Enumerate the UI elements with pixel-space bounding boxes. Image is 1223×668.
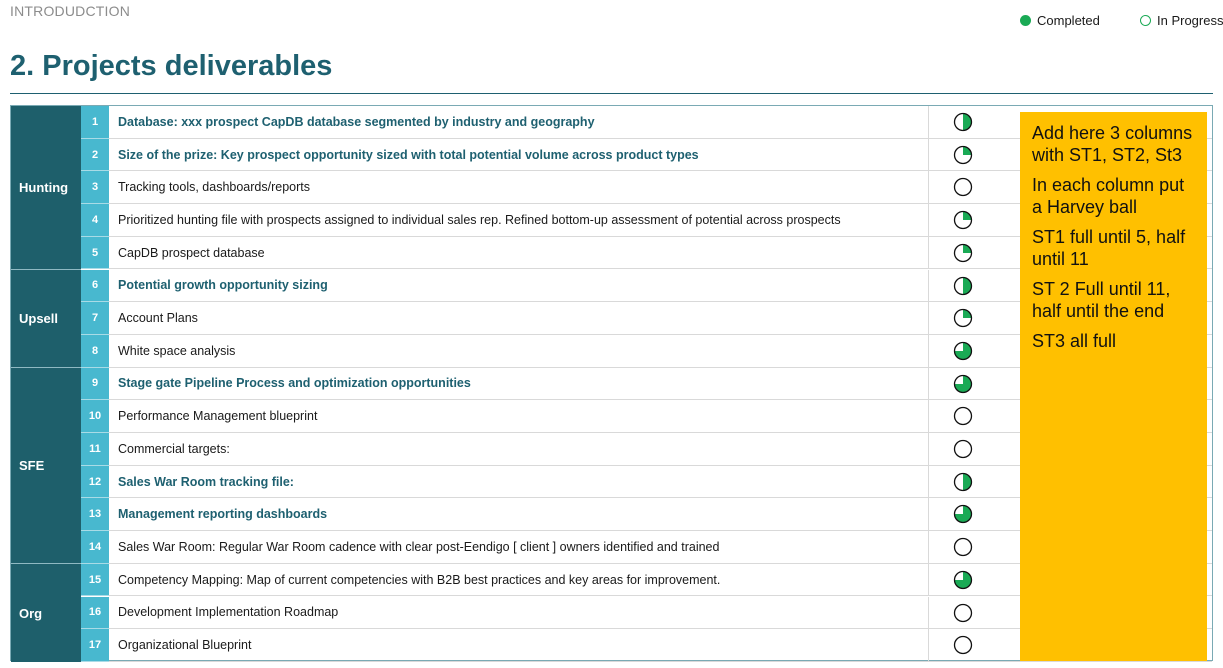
row-number: 1	[81, 106, 109, 139]
row-number: 5	[81, 237, 109, 270]
row-description: Stage gate Pipeline Process and optimization opportunities	[109, 368, 929, 401]
row-description: Development Implementation Roadmap	[109, 597, 929, 630]
row-description: Database: xxx prospect CapDB database segmented by industry and geography	[109, 106, 929, 139]
harvey-ball-icon	[953, 276, 973, 296]
row-description: Sales War Room tracking file:	[109, 466, 929, 499]
row-description: Sales War Room: Regular War Room cadence with clear post-Eendigo [ client ] owners identified and trained	[109, 531, 929, 564]
completed-dot-icon	[1020, 15, 1031, 26]
harvey-ball-icon	[953, 374, 973, 394]
row-number: 4	[81, 204, 109, 237]
row-description: Size of the prize: Key prospect opportunity sized with total potential volume across product types	[109, 139, 929, 172]
row-number: 14	[81, 531, 109, 564]
sticky-note	[1020, 112, 1207, 661]
row-description: Management reporting dashboards	[109, 498, 929, 531]
harvey-ball-icon	[953, 537, 973, 557]
row-description: Commercial targets:	[109, 433, 929, 466]
legend-completed-label: Completed	[1037, 13, 1100, 28]
row-number: 9	[81, 368, 109, 401]
harvey-ball-icon	[953, 635, 973, 655]
row-number: 15	[81, 564, 109, 597]
note-line: Add here 3 columns with ST1, ST2, St3	[1032, 123, 1193, 165]
row-description: Tracking tools, dashboards/reports	[109, 171, 929, 204]
harvey-ball-icon	[953, 570, 973, 590]
legend-completed	[1020, 13, 1100, 28]
harvey-ball-icon	[953, 243, 973, 263]
row-number: 7	[81, 302, 109, 335]
in-progress-dot-icon	[1140, 15, 1151, 26]
row-number: 8	[81, 335, 109, 368]
row-description: Prioritized hunting file with prospects assigned to individual sales rep. Refined bottom-up assessment of potential across prospects	[109, 204, 929, 237]
row-description: Organizational Blueprint	[109, 629, 929, 662]
harvey-ball-icon	[953, 145, 973, 165]
row-number: 12	[81, 466, 109, 499]
row-number: 17	[81, 629, 109, 662]
row-number: 13	[81, 498, 109, 531]
row-number: 10	[81, 400, 109, 433]
row-description: Potential growth opportunity sizing	[109, 270, 929, 303]
note-line: ST 2 Full until 11, half until the end	[1032, 279, 1171, 321]
harvey-ball-icon	[953, 308, 973, 328]
harvey-ball-icon	[953, 603, 973, 623]
group-org: Org	[11, 564, 81, 662]
legend-in-progress-label: In Progress	[1157, 13, 1223, 28]
group-sfe: SFE	[11, 368, 81, 564]
harvey-ball-icon	[953, 341, 973, 361]
row-description: Competency Mapping: Map of current competencies with B2B best practices and key areas for improvement.	[109, 564, 929, 597]
harvey-ball-icon	[953, 210, 973, 230]
legend-in-progress	[1140, 13, 1223, 28]
row-number: 3	[81, 171, 109, 204]
harvey-ball-icon	[953, 112, 973, 132]
note-line: ST1 full until 5, half until 11	[1032, 227, 1186, 269]
harvey-ball-icon	[953, 472, 973, 492]
row-number: 11	[81, 433, 109, 466]
row-number: 6	[81, 270, 109, 303]
group-hunting: Hunting	[11, 106, 81, 270]
row-description: Performance Management blueprint	[109, 400, 929, 433]
title-divider	[10, 93, 1213, 94]
harvey-ball-icon	[953, 504, 973, 524]
row-description: CapDB prospect database	[109, 237, 929, 270]
harvey-ball-icon	[953, 406, 973, 426]
harvey-ball-icon	[953, 177, 973, 197]
group-upsell: Upsell	[11, 270, 81, 368]
note-line: In each column put a Harvey ball	[1032, 175, 1185, 217]
row-number: 2	[81, 139, 109, 172]
harvey-ball-icon	[953, 439, 973, 459]
section-label: INTRODUDCTION	[10, 3, 131, 19]
row-description: White space analysis	[109, 335, 929, 368]
row-number: 16	[81, 597, 109, 630]
note-line: ST3 all full	[1032, 331, 1117, 351]
page-title: 2. Projects deliverables	[10, 50, 333, 82]
row-description: Account Plans	[109, 302, 929, 335]
